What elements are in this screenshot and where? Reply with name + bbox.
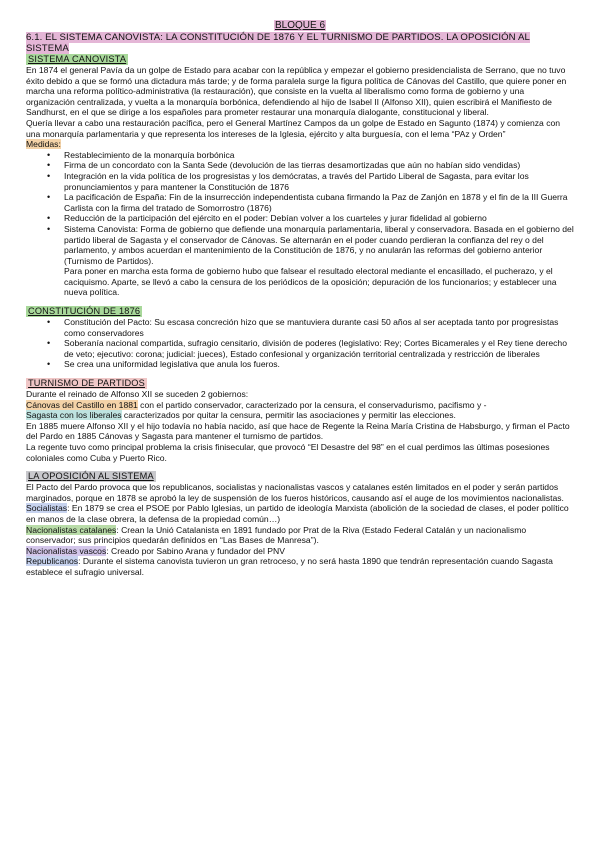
- paragraph: En 1874 el general Pavía da un golpe de Estado para acabar con la república y empezar el gobierno presidencialista de Serrano, que no tuvo éxito debido a que se formó una dictadura más tarde; y de forma paralela surge la figura política de Cánovas del Castillo, que quiere poner en marcha una reforma político-administrativa (la restauración), que consiste en la vuelta al liberalismo como forma de gobierno y una organización centralizada, y vuelta a la monarquía borbónica, defendiendo al hijo de Isabel II (Alfonso XII), quien escribirá el Manifiesto de Sandhurst, en el que se dirige a los españoles para prometer restaurar una monarquía dialogante, constitucional y liberal.: [26, 65, 567, 118]
- paragraph: La regente tuvo como principal problema la crisis finisecular, que provocó “El Desastre del 98” en el cual perdimos las últimas posesiones coloniales como Cuba y Puerto Rico.: [26, 442, 550, 463]
- medidas-label: Medidas:: [26, 139, 61, 150]
- list-item: • Integración en la vida política de los progresistas y los demócratas, a través del Partido Liberal de Sagasta, para evitar los pronunciamientos y para mantener la Constitución de 1876: [50, 171, 574, 192]
- vascos-label: Nacionalistas vascos: [26, 545, 107, 556]
- list-item: • Reducción de la participación del ejército en el poder: Debían volver a los cuarteles y jurar fidelidad al gobierno: [50, 213, 574, 224]
- section-heading-sistema-canovista: SISTEMA CANOVISTA: [28, 54, 127, 64]
- list-item: • Firma de un concordato con la Santa Sede (devolución de las tierras desamortizadas que aún no habían sido vendidas): [50, 160, 574, 171]
- republicanos-label: Republicanos: [26, 556, 79, 567]
- page-title: [26, 20, 574, 31]
- canovas-highlight: Cánovas del Castillo en 1881: [26, 399, 138, 410]
- subtitle-text: 6.1. EL SISTEMA CANOVISTA: LA CONSTITUCIÓN DE 1876 Y EL TURNISMO DE PARTIDOS. LA OPOSICIÓN AL SISTEMA: [26, 32, 530, 54]
- paragraph: [26, 410, 574, 421]
- medidas-list: [26, 150, 574, 267]
- paragraph: Quería llevar a cabo una restauración pacífica, pero el General Martínez Campos da un golpe de Estado en Sagunto (1874) y comienza con una monarquía parlamentaria y que representa los intereses de la Iglesia, ejército y alta burguesía, con el lema “PAz y Orden”: [26, 117, 561, 139]
- vascos-text: : Creado por Sabino Arana y fundador del PNV: [106, 545, 285, 556]
- paragraph: Durante el reinado de Alfonso XII se suceden 2 gobiernos:: [26, 389, 249, 400]
- title-text: BLOQUE 6: [274, 20, 326, 31]
- catalanes-label: Nacionalistas catalanes: [26, 524, 117, 535]
- paragraph: [26, 503, 574, 524]
- paragraph-indented: Para poner en marcha esta forma de gobierno hubo que falsear el resultado electoral mediante el encasillado, el pucherazo, y el caciquismo. Aparte, se llevó a cabo la censura de los periódicos de la oposición; depuración de los funcionarios; y establecer una nueva política.: [64, 266, 557, 298]
- section-heading-oposicion: LA OPOSICIÓN AL SISTEMA: [28, 471, 154, 482]
- paragraph: [26, 556, 574, 577]
- canovas-text: con el partido conservador, caracterizado por la censura, el conservadurismo, pacifismo y -: [137, 399, 487, 410]
- paragraph: En 1885 muere Alfonso XII y el hijo todavía no había nacido, así que hace de Regente la Reina María Cristina de Habsburgo, y firman el Pacto del Pardo en 1885 Cánovas y Sagasta para mantener el turnismo de partidos.: [26, 420, 570, 442]
- paragraph: [26, 400, 574, 411]
- document-page: [26, 20, 574, 578]
- socialistas-text: : En 1879 se crea el PSOE por Pablo Iglesias, un partido de ideología Marxista (abolición de la sociedad de clases, el poder político en manos de la clase obrera, la defensa de la propiedad común…): [26, 503, 569, 524]
- list-item: • Constitución del Pacto: Su escasa concreción hizo que se mantuviera durante casi 50 años al ser aceptada tanto por progresistas como conservadores: [50, 317, 574, 338]
- section-heading-turnismo: TURNISMO DE PARTIDOS: [28, 378, 145, 389]
- section-heading-wrap: [26, 54, 574, 65]
- republicanos-text: : Durante el sistema canovista tuvieron un gran retroceso, y no será hasta 1890 que tendrán representación cuando Sagasta establece el sufragio universal.: [26, 556, 553, 577]
- sagasta-highlight: Sagasta con los liberales: [26, 410, 122, 421]
- catalanes-text: : Crean la Unió Catalanista en 1891 fundado por Prat de la Riva (Estado Federal Catalán y un nacionalismo conservador; sus principios quedarán definidos en “Las Bases de Manresa”).: [26, 524, 527, 546]
- list-item: • Restablecimiento de la monarquía borbónica: [50, 150, 574, 161]
- section-heading-wrap: [26, 378, 574, 389]
- medidas-label-wrap: [26, 139, 574, 150]
- spacer: [26, 463, 574, 471]
- constitucion-list: [26, 317, 574, 370]
- socialistas-label: Socialistas: [26, 503, 68, 514]
- paragraph: [26, 546, 574, 557]
- paragraph: El Pacto del Pardo provoca que los republicanos, socialistas y nacionalistas vascos y catalanes estén limitados en el poder y serán partidos marginados, porque en 1878 se aprobó la ley de suspensión de los fueros históricos, causando así el auge de los movimientos nacionalistas.: [26, 482, 564, 503]
- list-item: • La pacificación de España: Fin de la insurrección independentista cubana firmando la Paz de Zanjón en 1878 y el fin de la III Guerra Carlista con la firma del tratado de Somorrostro (1876): [50, 192, 574, 213]
- spacer: [26, 370, 574, 378]
- paragraph: [26, 525, 574, 546]
- list-item: • Sistema Canovista: Forma de gobierno que defiende una monarquía parlamentaria, liberal y conservadora. Basada en el gobierno del partido liberal de Sagasta y el conservador de Cánovas. Se alternarán en el poder cuando perdieran la confianza del rey o del parlamento, y ambos acuerdan el mantenimiento de la Constitución de 1876, y no anularán las reformas del gobierno anterior (Turnismo de Partidos).: [50, 224, 574, 266]
- spacer: [26, 298, 574, 306]
- section-heading-constitucion: CONSTITUCIÓN DE 1876: [28, 306, 141, 317]
- page-subtitle: [26, 32, 574, 54]
- list-item: • Soberanía nacional compartida, sufragio censitario, división de poderes (legislativo: Rey; Cortes Bicamerales y el Rey tiene derecho de veto; ejecutivo: corona; judicial: jueces), Estado confesional y organización territorial centralizada y restricción de liberales: [50, 338, 574, 359]
- section-heading-wrap: [26, 306, 574, 317]
- list-item: • Se crea una uniformidad legislativa que anula los fueros.: [50, 359, 574, 370]
- section-heading-wrap: [26, 471, 574, 482]
- sagasta-text: caracterizados por quitar la censura, permitir las asociaciones y permitir las elecciones.: [121, 410, 456, 421]
